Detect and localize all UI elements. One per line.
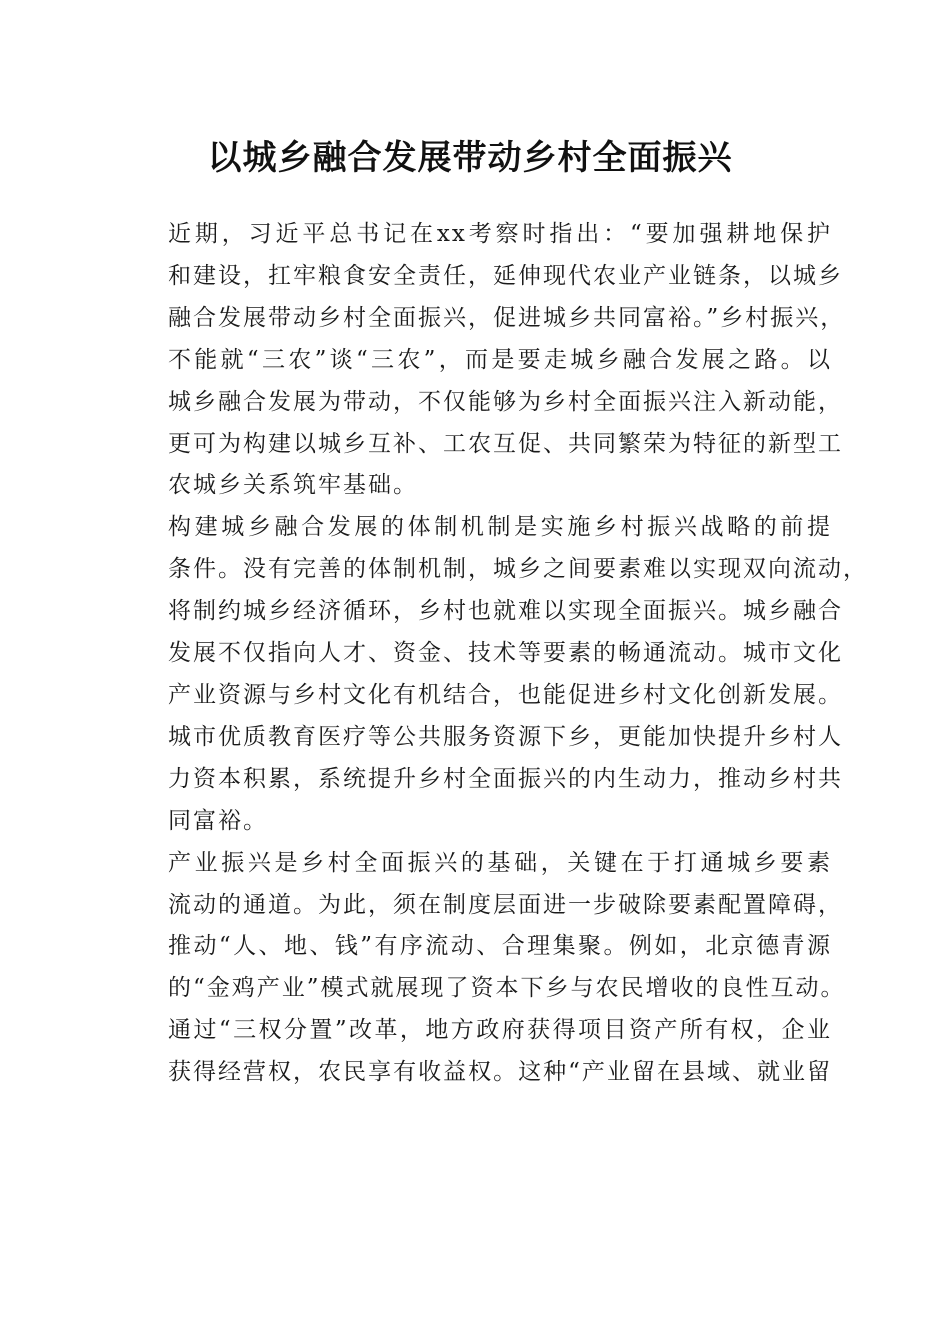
text-line: 通过“三权分置”改革，地方政府获得项目资产所有权，企业 <box>168 1017 832 1044</box>
document-title: 以城乡融合发展带动乡村全面振兴 <box>207 138 733 178</box>
text-line: 同富裕。 <box>168 807 268 834</box>
text-line: 流动的通道。为此，须在制度层面进一步破除要素配置障碍， <box>168 891 843 918</box>
text-line: 农城乡关系筑牢基础。 <box>168 472 418 499</box>
text-line: 发展不仅指向人才、资金、技术等要素的畅通流动。城市文化 <box>168 640 843 667</box>
text-line: 近期，习近平总书记在xx考察时指出：“要加强耕地保护 <box>168 221 832 247</box>
text-line: 产业资源与乡村文化有机结合，也能促进乡村文化创新发展。 <box>168 681 843 708</box>
text-line: 的“金鸡产业”模式就展现了资本下乡与农民增收的良性互动。 <box>168 975 846 1002</box>
text-line: 推动“人、地、钱”有序流动、合理集聚。例如，北京德青源 <box>168 933 832 960</box>
text-line: 构建城乡融合发展的体制机制是实施乡村振兴战略的前提 <box>168 514 832 541</box>
text-line: 条件。没有完善的体制机制，城乡之间要素难以实现双向流动， <box>168 556 868 583</box>
text-line: 城市优质教育医疗等公共服务资源下乡，更能加快提升乡村人 <box>168 723 843 750</box>
text-line: 将制约城乡经济循环，乡村也就难以实现全面振兴。城乡融合 <box>168 598 843 625</box>
text-line: 融合发展带动乡村全面振兴，促进城乡共同富裕。”乡村振兴， <box>168 304 846 331</box>
text-line: 不能就“三农”谈“三农”，而是要走城乡融合发展之路。以 <box>168 346 832 373</box>
text-line: 获得经营权，农民享有收益权。这种“产业留在县域、就业留 <box>168 1059 832 1086</box>
paragraph-3 <box>120 843 846 1094</box>
paragraph-1 <box>120 214 846 507</box>
text-line: 力资本积累，系统提升乡村全面振兴的内生动力，推动乡村共 <box>168 765 843 792</box>
document-body <box>120 214 868 1094</box>
text-line: 和建设，扛牢粮食安全责任，延伸现代农业产业链条，以城乡 <box>168 262 843 289</box>
paragraph-2 <box>120 507 868 842</box>
text-line: 城乡融合发展为带动，不仅能够为乡村全面振兴注入新动能， <box>168 388 843 415</box>
text-line: 产业振兴是乡村全面振兴的基础，关键在于打通城乡要素 <box>168 849 832 876</box>
text-line: 更可为构建以城乡互补、工农互促、共同繁荣为特征的新型工 <box>168 430 843 457</box>
